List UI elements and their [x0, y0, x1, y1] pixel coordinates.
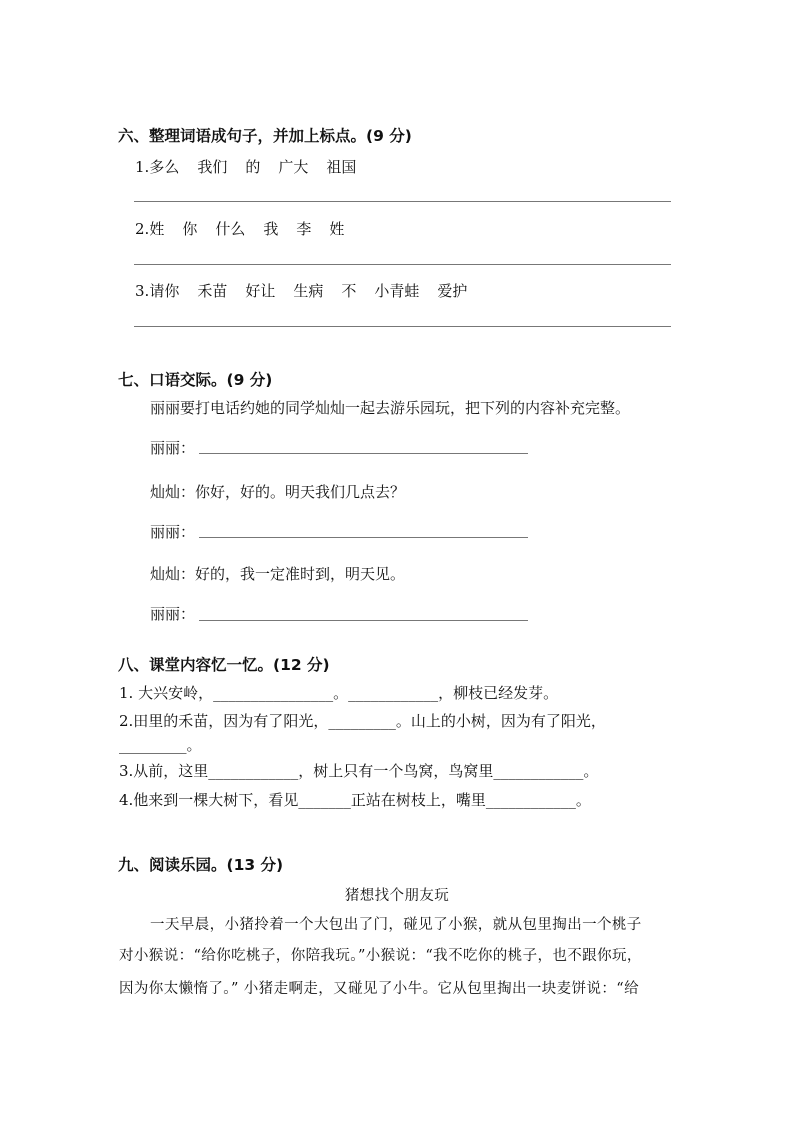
word: 我们 — [197, 158, 228, 176]
fill-blank-line: 3.从前，这里____________，树上只有一个鸟窝，鸟窝里____________。 — [119, 762, 599, 780]
word: 你 — [182, 220, 198, 238]
dialogue-speaker: 灿灿： — [150, 483, 196, 501]
item-number: 3. — [135, 282, 150, 300]
section-6-item-2 — [135, 218, 362, 239]
fill-blank-line: 2.田里的禾苗，因为有了阳光，_________。山上的小树，因为有了阳光， — [119, 712, 606, 730]
answer-line[interactable] — [134, 326, 671, 327]
word: 的 — [245, 158, 261, 176]
word: 禾苗 — [197, 282, 228, 300]
dialogue-speaker: 丽丽： — [150, 439, 196, 457]
word: 爱护 — [437, 282, 468, 300]
answer-line[interactable] — [199, 620, 528, 621]
dialogue-line — [150, 481, 405, 502]
story-line: 因为你太懒惰了。” 小猪走啊走，又碰见了小牛。它从包里掏出一块麦饼说：“给 — [119, 981, 639, 997]
story-title: 猪想找个朋友玩 — [344, 888, 450, 904]
answer-line[interactable] — [134, 201, 671, 202]
answer-line[interactable] — [199, 537, 528, 538]
word: 好让 — [245, 282, 276, 300]
word: 多么 — [149, 158, 180, 176]
word: 不 — [341, 282, 357, 300]
dialogue-text: 你好，好的。明天我们几点去？ — [195, 483, 406, 501]
dialogue-speaker: 丽丽： — [150, 523, 196, 541]
dialogue-line — [150, 563, 405, 584]
item-number: 1. — [135, 158, 150, 176]
dialogue-speaker: 丽丽： — [150, 605, 196, 623]
story-line: 对小猴说：“给你吃桃子，你陪我玩。”小猴说：“我不吃你的桃子，也不跟你玩， — [119, 948, 642, 964]
story-line: 一天早晨，小猪拎着一个大包出了门，碰见了小猴，就从包里掏出一个桃子 — [150, 917, 642, 933]
word: 我 — [263, 220, 279, 238]
answer-line[interactable] — [199, 453, 528, 454]
section-8-heading: 八、课堂内容忆一忆。(12 分) — [118, 656, 330, 674]
answer-line[interactable] — [134, 264, 671, 265]
word: 姓 — [149, 220, 165, 238]
item-number: 2. — [135, 220, 150, 238]
section-6-heading: 六、整理词语成句子，并加上标点。(9 分) — [118, 127, 412, 145]
section-6-item-3 — [135, 280, 485, 301]
word: 李 — [296, 220, 312, 238]
section-9-heading: 九、阅读乐园。(13 分) — [118, 856, 284, 874]
word: 祖国 — [326, 158, 357, 176]
dialogue-speaker: 灿灿： — [150, 565, 196, 583]
dialogue-text: 好的，我一定准时到，明天见。 — [195, 565, 406, 583]
word: 广大 — [278, 158, 309, 176]
fill-blank-line: _________。 — [119, 736, 202, 754]
word: 小青蛙 — [374, 282, 420, 300]
word: 什么 — [215, 220, 246, 238]
fill-blank-line: 4.他来到一棵大树下，看见_______正站在树枝上，嘴里____________。 — [119, 791, 591, 809]
word: 姓 — [329, 220, 345, 238]
word: 请你 — [149, 282, 180, 300]
section-7-heading: 七、口语交际。(9 分) — [118, 371, 273, 389]
section-6-item-1 — [135, 156, 374, 177]
section-7-intro: 丽丽要打电话约她的同学灿灿一起去游乐园玩，把下列的内容补充完整。 — [150, 399, 631, 417]
fill-blank-line: 1. 大兴安岭，________________。____________，柳枝已经发芽。 — [119, 684, 559, 702]
word: 生病 — [293, 282, 324, 300]
